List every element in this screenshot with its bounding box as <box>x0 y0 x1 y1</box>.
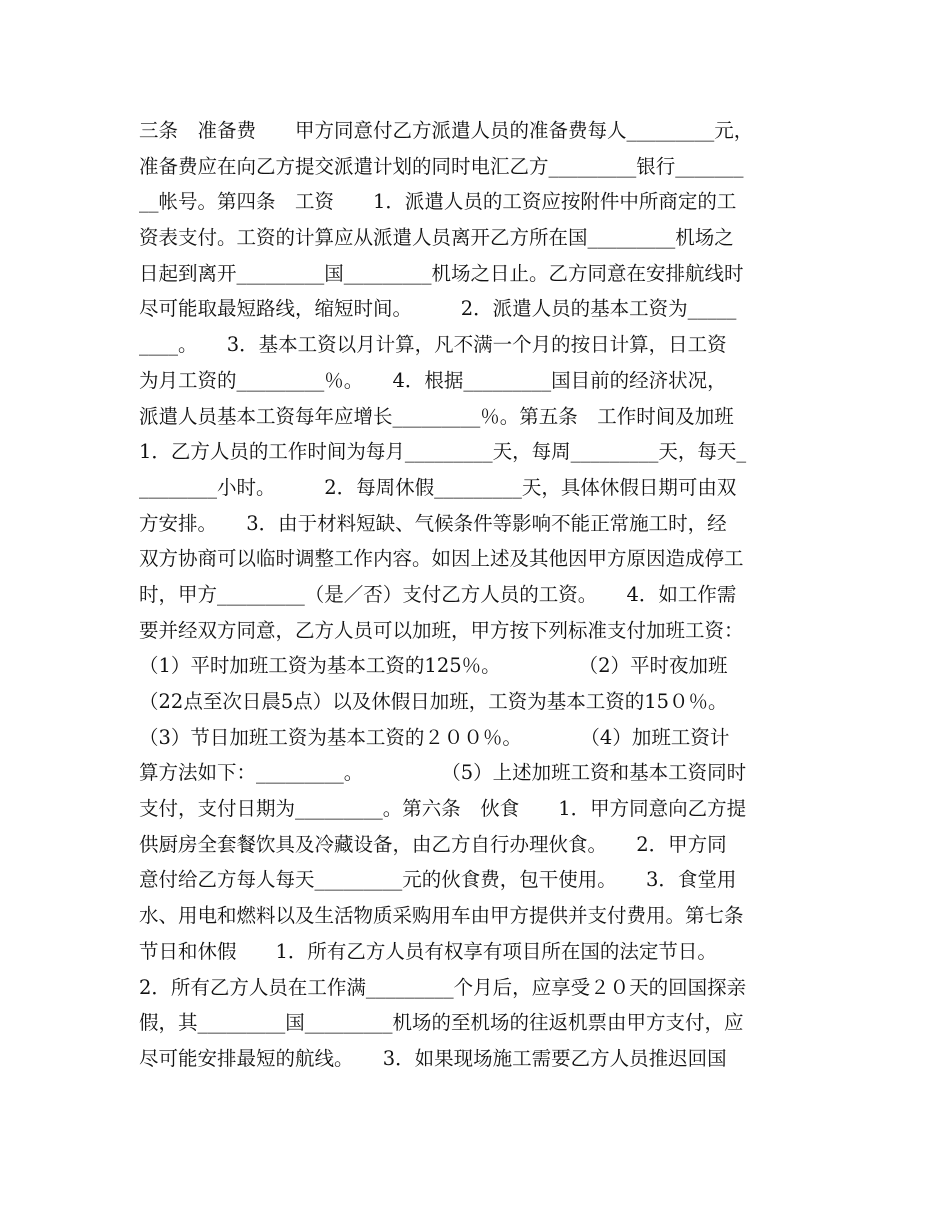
text-line: 水、用电和燃料以及生活物质采购用车由甲方提供并支付费用。第七条 <box>139 904 744 928</box>
text-line: 日起到离开_________国_________机场之日止。乙方同意在安排航线时 <box>139 261 744 285</box>
text-line: ________小时。 2．每周休假_________天，具体休假日期可由双 <box>139 475 737 499</box>
text-line: 节日和休假 1．所有乙方人员有权享有项目所在国的法定节日。 <box>139 939 717 963</box>
text-line: 为月工资的_________％。 4．根据_________国目前的经济状况， <box>139 368 727 392</box>
text-line: 1．乙方人员的工作时间为每月_________天，每周_________天，每天_ <box>139 440 747 464</box>
text-line: 准备费应在向乙方提交派遣计划的同时电汇乙方_________银行_______ <box>139 154 744 178</box>
text-line: ____。 3．基本工资以月计算，凡不满一个月的按日计算，日工资 <box>139 333 727 357</box>
text-line: 算方法如下：_________。 （5）上述加班工资和基本工资同时 <box>139 761 747 785</box>
text-line: 时，甲方_________（是／否）支付乙方人员的工资。 4．如工作需 <box>139 582 737 606</box>
text-line: 尽可能取最短路线，缩短时间。 2．派遣人员的基本工资为_____ <box>139 297 737 321</box>
text-line: 支付，支付日期为_________。第六条 伙食 1．甲方同意向乙方提 <box>139 797 747 821</box>
text-line: 要并经双方同意，乙方人员可以加班，甲方按下列标准支付加班工资： <box>139 618 744 642</box>
text-line: 尽可能安排最短的航线。 3．如果现场施工需要乙方人员推迟回国 <box>139 1046 727 1070</box>
text-line: 方安排。 3．由于材料短缺、气候条件等影响不能正常施工时，经 <box>139 511 727 535</box>
text-line: 假，其_________国_________机场的至机场的往返机票由甲方支付，应 <box>139 1011 744 1035</box>
text-line: __帐号。第四条 工资 1．派遣人员的工资应按附件中所商定的工 <box>139 190 737 214</box>
text-line: 三条 准备费 甲方同意付乙方派遣人员的准备费每人_________元， <box>139 119 754 142</box>
text-line: 双方协商可以临时调整工作内容。如因上述及其他因甲方原因造成停工 <box>139 547 744 571</box>
text-line: 供厨房全套餐饮具及冷藏设备，由乙方自行办理伙食。 2．甲方同 <box>139 832 727 856</box>
text-line: 意付给乙方每人每天_________元的伙食费，包干使用。 3．食堂用 <box>139 868 737 892</box>
contract-text-body <box>139 113 819 1077</box>
text-line: （1）平时加班工资为基本工资的125％。 （2）平时夜加班 <box>139 654 728 678</box>
text-line: 2．所有乙方人员在工作满_________个月后，应享受２０天的回国探亲 <box>139 975 747 999</box>
text-line: 资表支付。工资的计算应从派遣人员离开乙方所在国_________机场之 <box>139 226 734 250</box>
text-line: （3）节日加班工资为基本工资的２００％。 （4）加班工资计 <box>139 725 730 749</box>
text-line: 派遣人员基本工资每年应增长_________％。第五条 工作时间及加班 <box>139 404 734 428</box>
text-line: （22点至次日晨5点）以及休假日加班，工资为基本工资的15０％。 <box>139 690 728 713</box>
